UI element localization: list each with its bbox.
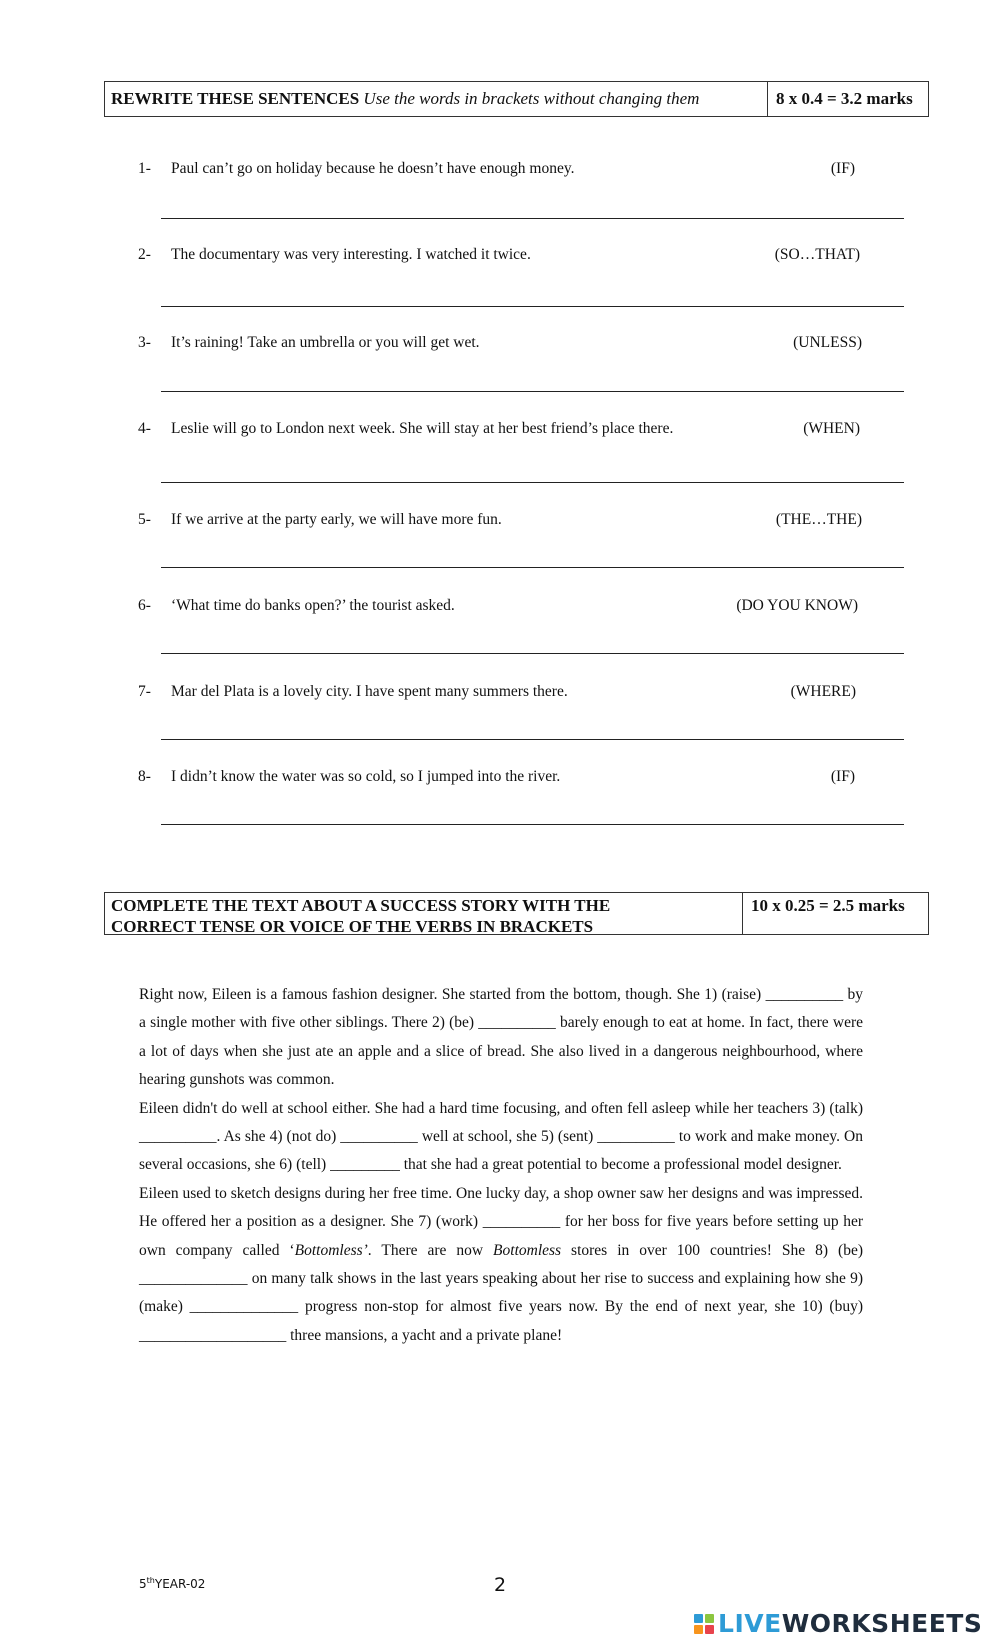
story-passage bbox=[139, 981, 863, 1350]
question-text: Mar del Plata is a lovely city. I have spent many summers there. bbox=[171, 683, 568, 700]
question-4 bbox=[138, 420, 903, 440]
section1-header bbox=[104, 81, 929, 117]
question-8 bbox=[138, 768, 903, 788]
question-keyword: (IF) bbox=[830, 160, 855, 177]
question-number: 2- bbox=[138, 246, 151, 263]
answer-line-6[interactable] bbox=[161, 653, 904, 654]
question-number: 6- bbox=[138, 597, 151, 614]
question-text: ‘What time do banks open?’ the tourist asked. bbox=[171, 597, 455, 614]
answer-line-7[interactable] bbox=[161, 739, 904, 740]
answer-line-8[interactable] bbox=[161, 824, 904, 825]
company-name-2: Bottomless bbox=[493, 1241, 562, 1259]
question-number: 3- bbox=[138, 334, 151, 351]
question-text: The documentary was very interesting. I watched it twice. bbox=[171, 246, 531, 263]
section1-title: REWRITE THESE SENTENCES bbox=[111, 89, 360, 108]
page-number: 2 bbox=[494, 1574, 507, 1596]
question-keyword: (IF) bbox=[830, 768, 855, 785]
liveworksheets-logo-icon bbox=[694, 1614, 714, 1634]
brand-name: LIVEWORKSHEETS bbox=[718, 1609, 983, 1638]
section2-instructions bbox=[105, 893, 743, 934]
question-text: I didn’t know the water was so cold, so I jumped into the river. bbox=[171, 768, 561, 785]
company-name: Bottomless’ bbox=[294, 1241, 368, 1259]
question-number: 4- bbox=[138, 420, 151, 437]
story-paragraph-2: Eileen didn't do well at school either. She had a hard time focusing, and often fell asleep while her teachers 3) (talk) __________. As she 4) (not do) __________ well at school, she 5) (sent) __________ to work and make money. On several occasions, she 6) (tell) _________ that she had a great potential to become a professional model designer. bbox=[139, 1099, 863, 1174]
question-text: Paul can’t go on holiday because he doesn’t have enough money. bbox=[171, 160, 575, 177]
question-6 bbox=[138, 597, 903, 617]
section2-title-line2: CORRECT TENSE OR VOICE OF THE VERBS IN BRACKETS bbox=[111, 917, 594, 936]
question-3 bbox=[138, 334, 903, 354]
question-number: 8- bbox=[138, 768, 151, 785]
question-number: 5- bbox=[138, 511, 151, 528]
section2-title-line1: COMPLETE THE TEXT ABOUT A SUCCESS STORY WITH THE bbox=[111, 896, 611, 915]
question-text: It’s raining! Take an umbrella or you will get wet. bbox=[171, 334, 480, 351]
answer-line-3[interactable] bbox=[161, 391, 904, 392]
answer-line-1[interactable] bbox=[161, 218, 904, 219]
question-7 bbox=[138, 683, 903, 703]
question-keyword: (THE…THE) bbox=[775, 511, 862, 528]
question-number: 7- bbox=[138, 683, 151, 700]
question-5 bbox=[138, 511, 903, 531]
question-number: 1- bbox=[138, 160, 151, 177]
section1-subtitle: Use the words in brackets without changing them bbox=[363, 89, 700, 108]
section2-marks: 10 x 0.25 = 2.5 marks bbox=[751, 896, 905, 915]
section1-instructions bbox=[105, 82, 768, 116]
answer-line-2[interactable] bbox=[161, 306, 904, 307]
answer-line-4[interactable] bbox=[161, 482, 904, 483]
question-keyword: (UNLESS) bbox=[793, 334, 862, 351]
question-keyword: (SO…THAT) bbox=[774, 246, 860, 263]
story-paragraph-3: Eileen used to sketch designs during her free time. One lucky day, a shop owner saw her designs and was impressed. He offered her a position as a designer. She 7) (work) __________ for her boss for five years before setting up her own company called ‘Bottomless’. There are now Bottomless stores in over 100 countries! She 8) (be) ______________ on many talk shows in the last years speaking about her rise to success and explaining how she 9) (make) ______________ progress non-stop for almost five years now. By the end of next year, she 10) (buy) ___________________ three mansions, a yacht and a private plane! bbox=[139, 1184, 863, 1344]
footer-year-label: 5thYEAR-02 bbox=[139, 1576, 206, 1591]
liveworksheets-logo[interactable] bbox=[694, 1609, 982, 1638]
section1-marks: 8 x 0.4 = 3.2 marks bbox=[776, 89, 913, 108]
question-keyword: (WHEN) bbox=[803, 420, 860, 437]
section2-header bbox=[104, 892, 929, 935]
question-2 bbox=[138, 246, 903, 266]
question-text: Leslie will go to London next week. She will stay at her best friend’s place there. bbox=[171, 420, 674, 437]
question-keyword: (WHERE) bbox=[790, 683, 856, 700]
question-text: If we arrive at the party early, we will have more fun. bbox=[171, 511, 502, 528]
question-keyword: (DO YOU KNOW) bbox=[736, 597, 858, 614]
question-1 bbox=[138, 160, 903, 180]
answer-line-5[interactable] bbox=[161, 567, 904, 568]
story-paragraph-1: Right now, Eileen is a famous fashion designer. She started from the bottom, though. She 1) (raise) __________ by a single mother with five other siblings. There 2) (be) __________ barely enough to eat at home. In fact, there were a lot of days when she just ate an apple and a slice of bread. She also lived in a dangerous neighbourhood, where hearing gunshots was common. bbox=[139, 986, 863, 1089]
